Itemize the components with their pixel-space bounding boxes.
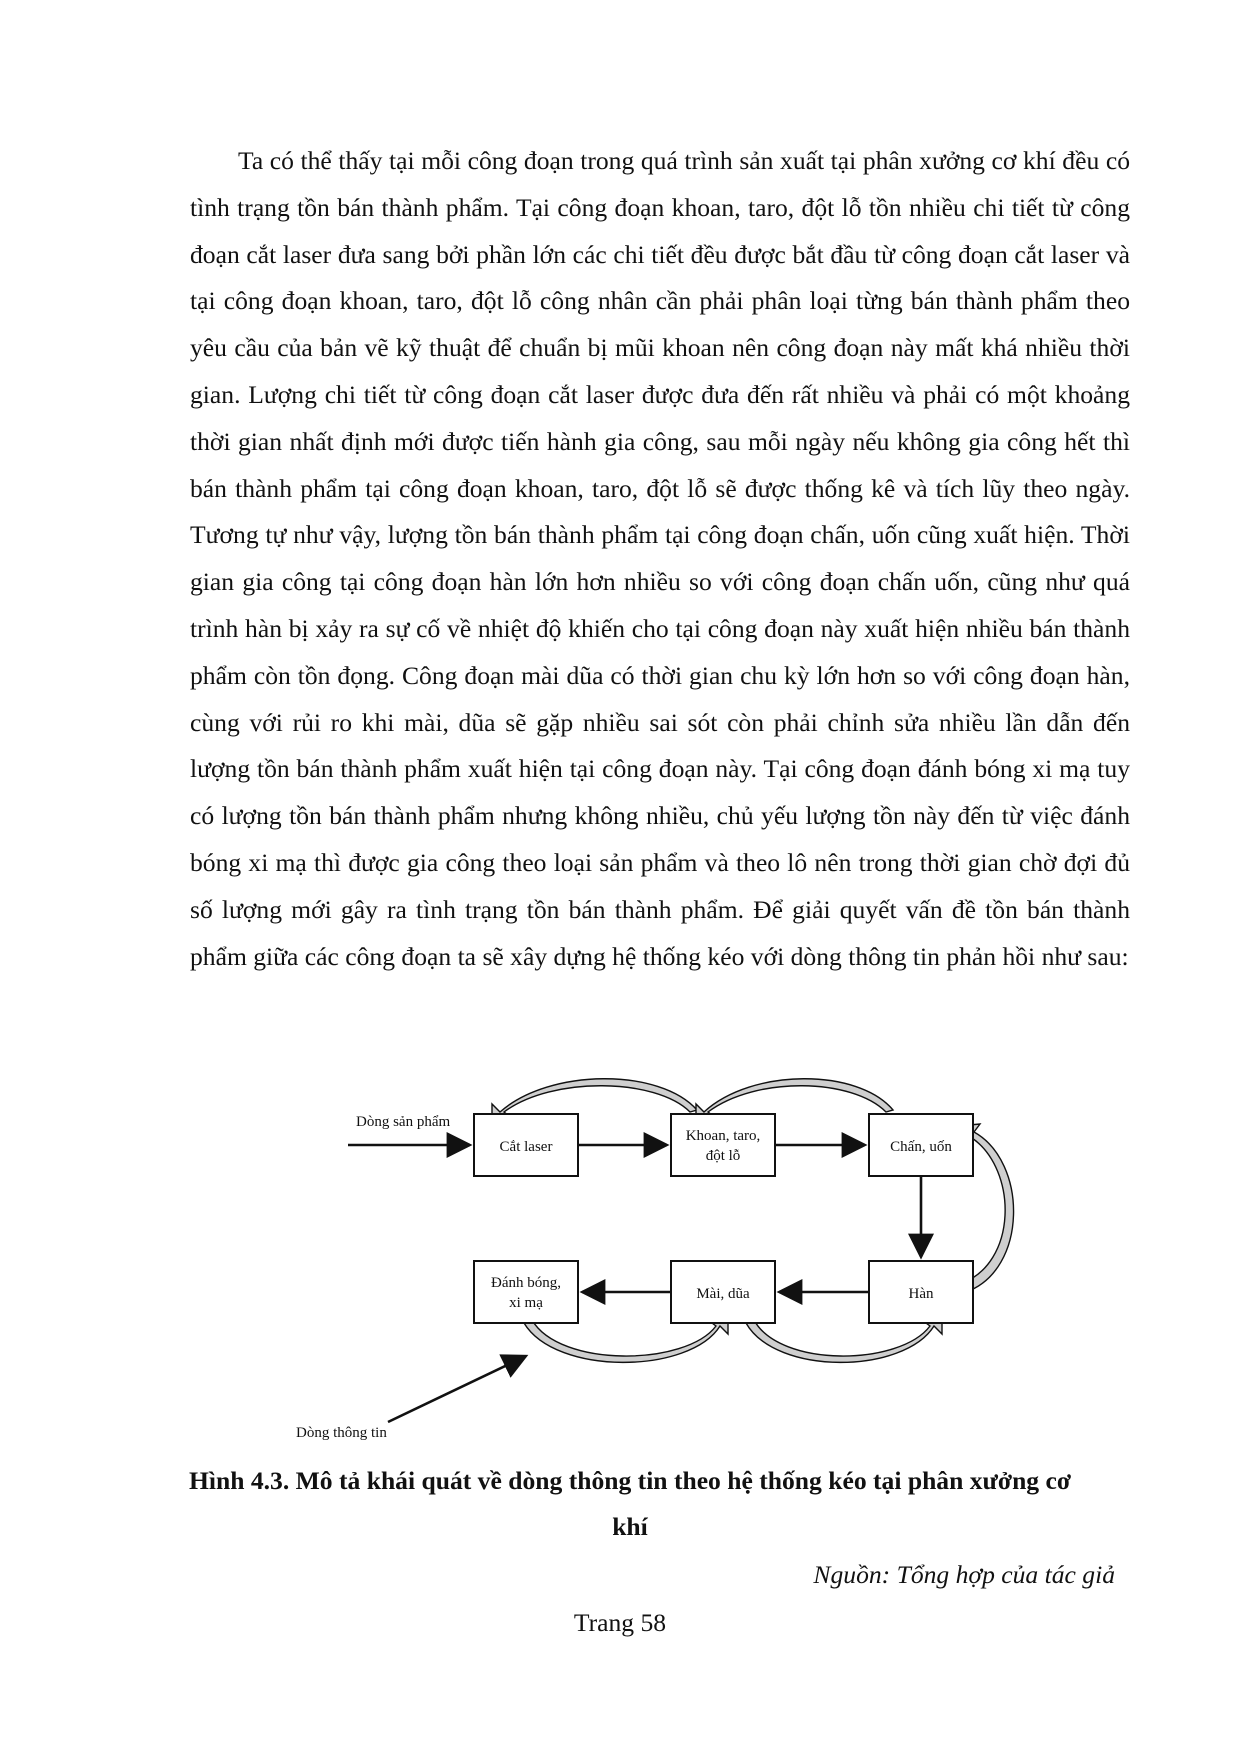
info-flow-label: Dòng thông tin bbox=[296, 1425, 387, 1441]
station-box-khoan bbox=[671, 1114, 775, 1176]
page-number: Trang 58 bbox=[573, 1608, 667, 1637]
station-label-danh-bong-line1: Đánh bóng, bbox=[491, 1275, 561, 1291]
station-label-han: Hàn bbox=[908, 1286, 934, 1302]
station-label-khoan-line2: đột lỗ bbox=[705, 1148, 741, 1164]
figure-caption-line1: Hình 4.3. Mô tả khái quát về dòng thông tin theo hệ thống kéo tại phân xưởng cơ bbox=[188, 1466, 1072, 1495]
product-flow-label: Dòng sản phẩm bbox=[356, 1114, 451, 1130]
figure-caption-line2: khí bbox=[612, 1512, 648, 1541]
body-paragraph: Ta có thể thấy tại mỗi công đoạn trong quá trình sản xuất tại phân xưởng cơ khí đều có tình trạng tồn bán thành phẩm. Tại công đoạn khoan, taro, đột lỗ tồn nhiều chi tiết từ công đoạn cắt laser đưa sang bởi phần lớn các chi tiết đều được bắt đầu từ công đoạn cắt laser và tại công đoạn khoan, taro, đột lỗ công nhân cần phải phân loại từng bán thành phẩm theo yêu cầu của bản vẽ kỹ thuật để chuẩn bị mũi khoan nên công đoạn này mất khá nhiều thời gian. Lượng chi tiết từ công đoạn cắt laser được đưa đến rất nhiều và phải có một khoảng thời gian nhất định mới được tiến hành gia công, sau mỗi ngày nếu không gia công hết thì bán thành phẩm tại công đoạn khoan, taro, đột lỗ sẽ được thống kê và tích lũy theo ngày. Tương tự như vậy, lượng tồn bán thành phẩm tại công đoạn chấn, uốn cũng xuất hiện. Thời gian gia công tại công đoạn hàn lớn hơn nhiều so với công đoạn chấn uốn, cũng như quá trình hàn bị xảy ra sự cố về nhiệt độ khiến cho tại công đoạn này xuất hiện nhiều bán thành phẩm còn tồn đọng. Công đoạn mài dũa có thời gian chu kỳ lớn hơn so với công đoạn hàn, cùng với rủi ro khi mài, dũa sẽ gặp nhiều sai sót còn phải chỉnh sửa nhiều lần dẫn đến lượng tồn bán thành phẩm xuất hiện tại công đoạn này. Tại công đoạn đánh bóng xi mạ tuy có lượng tồn bán thành phẩm nhưng không nhiều, chủ yếu lượng tồn này đến từ việc đánh bóng xi mạ thì được gia công theo loại sản phẩm và theo lô nên trong thời gian chờ đợi đủ số lượng mới gây ra tình trạng tồn bán thành phẩm. Để giải quyết vấn đề tồn bán thành phẩm giữa các công đoạn ta sẽ xây dựng hệ thống kéo với dòng thông tin phản hồi như sau: bbox=[190, 146, 1130, 971]
station-label-cat-laser: Cắt laser bbox=[499, 1139, 553, 1155]
info-flow-arrow bbox=[388, 1356, 526, 1422]
figure-source: Nguồn: Tổng hợp của tác giả bbox=[813, 1560, 1115, 1589]
station-label-khoan-line1: Khoan, taro, bbox=[685, 1128, 761, 1144]
station-box-danh-bong bbox=[474, 1261, 578, 1323]
station-label-chan-uon: Chấn, uốn bbox=[890, 1139, 952, 1155]
station-label-danh-bong-line2: xi mạ bbox=[509, 1295, 543, 1311]
station-label-mai-dua: Mài, dũa bbox=[696, 1286, 750, 1302]
